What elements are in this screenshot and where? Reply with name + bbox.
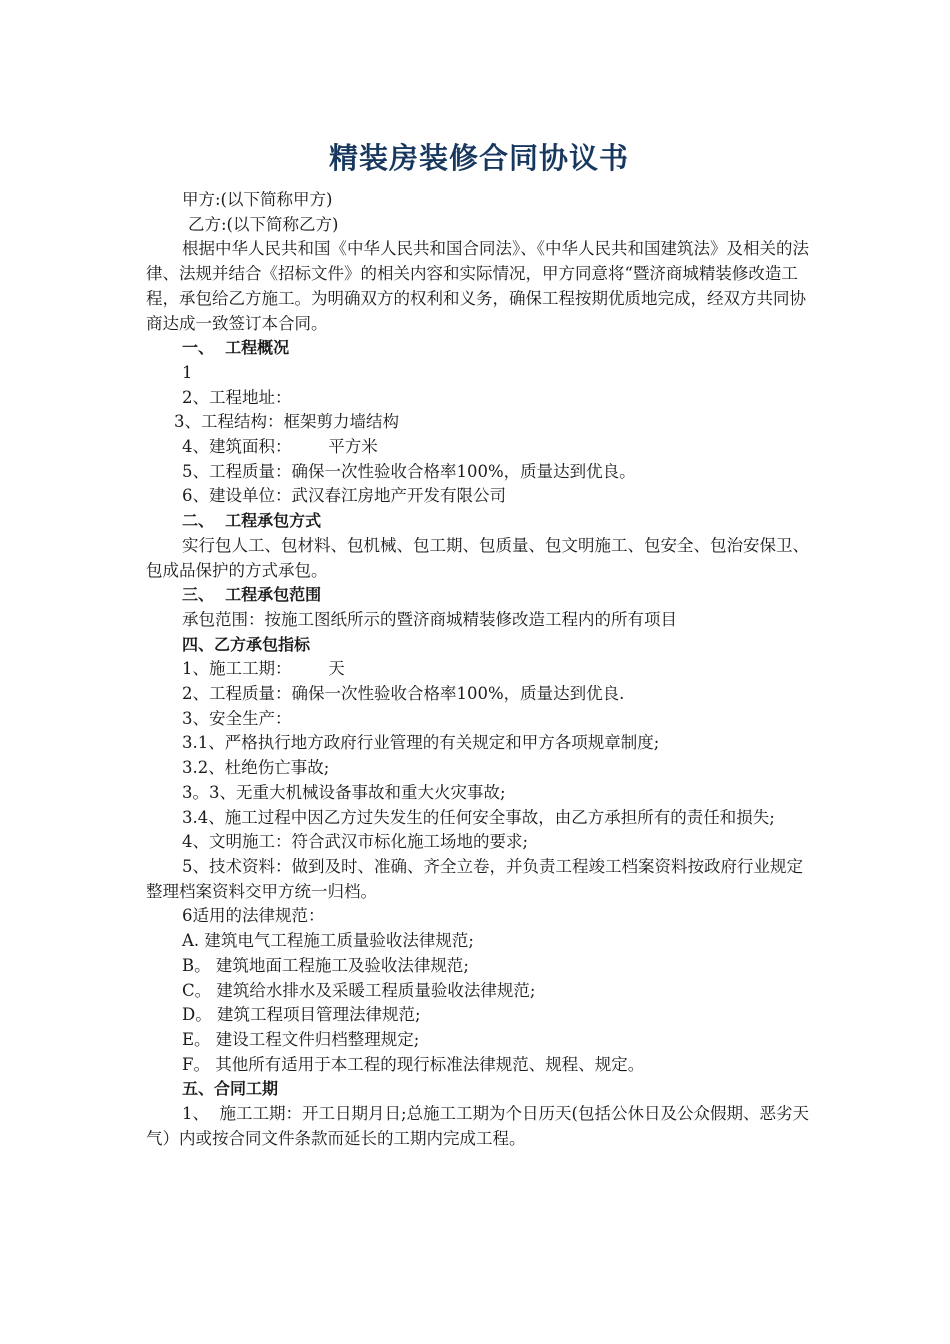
section4-item: 5、技术资料：做到及时、准确、齐全立卷，并负责工程竣工档案资料按政府行业规定整理档案资料交甲方统一归档。 — [146, 856, 803, 901]
section4-item: 4、文明施工：符合武汉市标化施工场地的要求; — [182, 832, 529, 852]
section3-text: 承包范围：按施工图纸所示的暨济商城精装修改造工程内的所有项目 — [182, 609, 677, 629]
section1-item: 3、工程结构：框架剪力墙结构 — [174, 412, 399, 432]
section2-text: 实行包人工、包材料、包机械、包工期、包质量、包文明施工、包安全、包治安保卫、包成品保护的方式承包。 — [146, 535, 809, 580]
section4-item: 3.2、杜绝伤亡事故; — [182, 758, 330, 778]
party-a-line: 甲方:(以下简称甲方) — [182, 190, 333, 209]
section1-item: 6、建设单位：武汉春江房地产开发有限公司 — [182, 486, 506, 506]
section5-item: 1、 施工工期：开工日期月日;总施工工期为个日历天(包括公休日及公众假期、恶劣天气）内或按合同文件条款而延长的工期内完成工程。 — [146, 1104, 809, 1148]
section2-heading: 二、 工程承包方式 — [182, 511, 322, 531]
section4-item: 2、工程质量：确保一次性验收合格率100%，质量达到优良. — [182, 684, 625, 704]
section1-item: 1 — [182, 362, 193, 382]
section3-heading: 三、 工程承包范围 — [182, 585, 322, 605]
section4-item: F。 其他所有适用于本工程的现行标准法律规范、规程、规定。 — [182, 1054, 645, 1074]
section4-item: C。 建筑给水排水及采暖工程质量验收法律规范; — [182, 980, 536, 1000]
section1-item: 2、工程地址： — [182, 387, 292, 407]
section4-item: 6适用的法律规范： — [182, 906, 325, 926]
section4-item: 3、安全生产： — [182, 708, 292, 728]
section4-item: 3。3、无重大机械设备事故和重大火灾事故; — [182, 782, 506, 802]
section4-item: 3.1、严格执行地方政府行业管理的有关规定和甲方各项规章制度; — [182, 733, 660, 753]
party-b-line: 乙方:(以下简称乙方) — [188, 214, 339, 234]
section4-item: 3.4、施工过程中因乙方过失发生的任何安全事故，由乙方承担所有的责任和损失; — [182, 807, 775, 827]
section4-item: B。 建筑地面工程施工及验收法律规范; — [182, 955, 469, 975]
section1-heading: 一、 工程概况 — [182, 338, 290, 358]
section4-item: E。 建设工程文件归档整理规定; — [182, 1029, 420, 1049]
document-body — [146, 188, 812, 1151]
section4-heading: 四、乙方承包指标 — [182, 634, 311, 654]
section4-item: 1、施工工期： 天 — [182, 659, 345, 679]
document-title: 精装房装修合同协议书 — [328, 141, 629, 175]
section5-heading: 五、合同工期 — [182, 1079, 279, 1099]
section1-item: 5、工程质量：确保一次性验收合格率100%，质量达到优良。 — [182, 461, 636, 481]
section4-item: A. 建筑电气工程施工质量验收法律规范; — [182, 931, 474, 951]
section4-item: D。 建筑工程项目管理法律规范; — [182, 1005, 421, 1025]
preamble-paragraph: 根据中华人民共和国《中华人民共和国合同法》、《中华人民共和国建筑法》及相关的法律、法规并结合《招标文件》的相关内容和实际情况，甲方同意将“暨济商城精装修改造工程，承包给乙方施工。为明确双方的权利和义务，确保工程按期优质地完成，经双方共同协商达成一致签订本合同。 — [146, 239, 809, 333]
section1-item: 4、建筑面积： 平方米 — [182, 437, 378, 457]
